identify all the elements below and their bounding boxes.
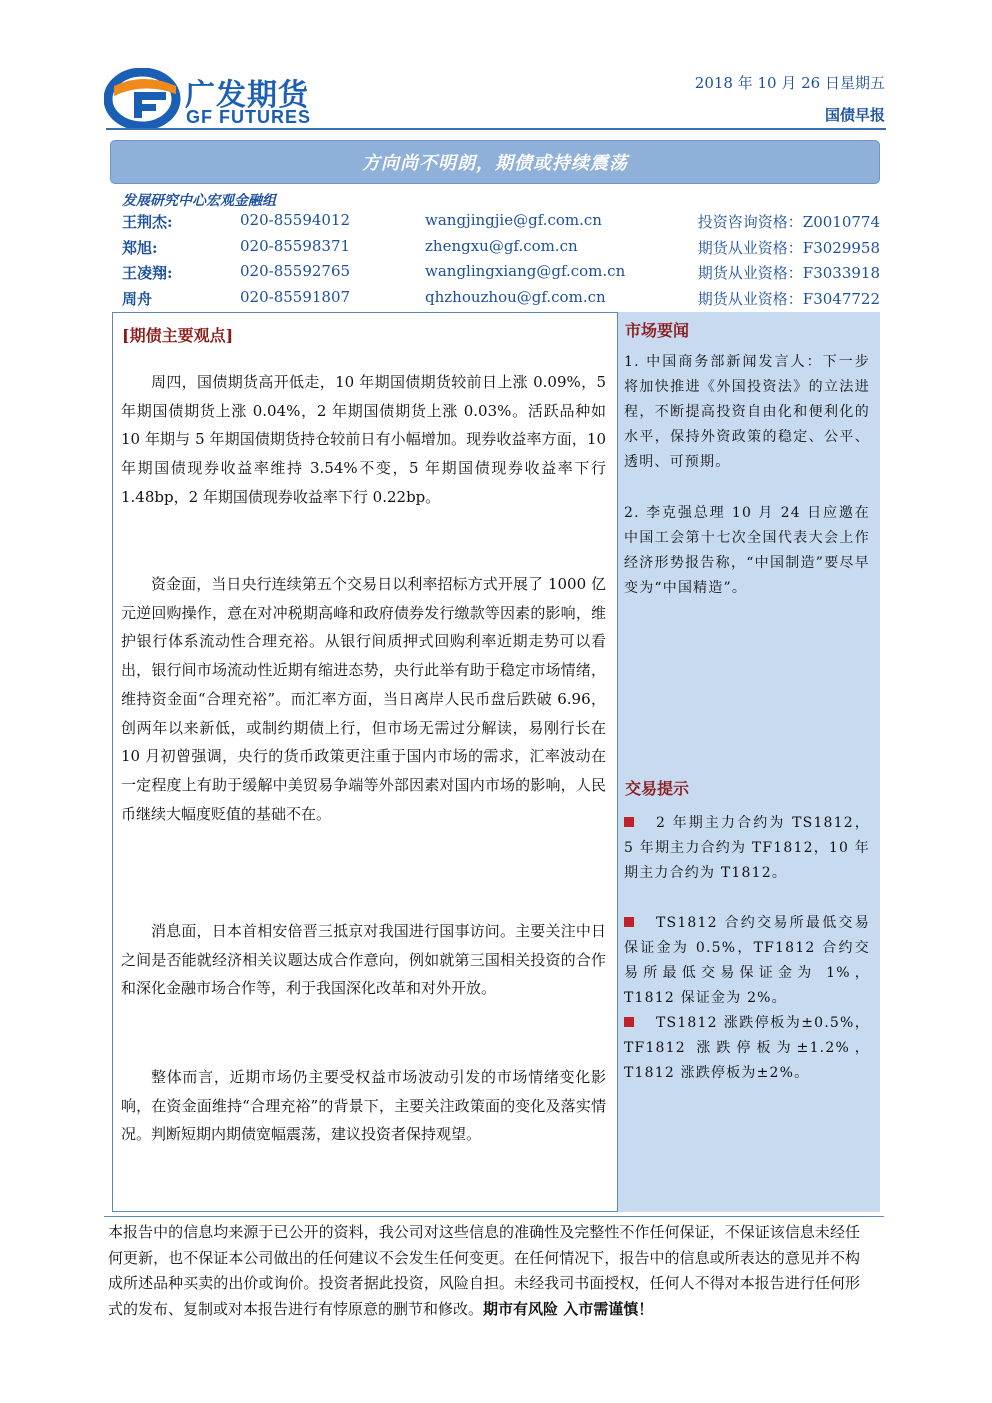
- bullet-square-icon: [624, 917, 634, 927]
- contact-certificate: 期货从业资格：F3033918: [697, 264, 880, 282]
- main-section-heading: [期债主要观点]: [122, 326, 234, 345]
- tip-item: [624, 1011, 870, 1086]
- contact-name: 郑旭:: [122, 239, 158, 257]
- contact-name: 王荆杰:: [122, 213, 173, 231]
- contact-row: [0, 211, 992, 235]
- market-news-heading: 市场要闻: [625, 321, 690, 340]
- report-title: 方向尚不明朗，期债或持续震荡: [110, 140, 880, 184]
- tip-item: [624, 811, 870, 886]
- main-paragraph: 整体而言，近期市场仍主要受权益市场波动引发的市场情绪变化影响，在资金面维持“合理充裕”的背景下，主要关注政策面的变化及落实情况。判断短期内期债宽幅震荡，建议投资者保持观望。: [121, 1068, 606, 1144]
- contact-certificate: 投资咨询资格：Z0010774: [697, 213, 880, 231]
- header-divider: [106, 128, 886, 130]
- contact-phone: 020-85598371: [240, 237, 351, 255]
- contact-row: [0, 262, 992, 286]
- contact-phone: 020-85594012: [240, 211, 351, 229]
- main-paragraph: 周四，国债期货高开低走，10 年期国债期货较前日上涨 0.09%，5 年期国债期货上涨 0.04%，2 年期国债期货上涨 0.03%。活跃品种如 10 年期与 5 年期国债期货持仓较前日有小幅增加。现券收益率方面，10 年期国债现券收益率维持 3.54%不变，5 年期国债现券收益率下行 1.48bp，2 年期国债现券收益率下行 0.22bp。: [121, 373, 606, 506]
- disclaimer-text: 本报告中的信息均来源于已公开的资料，我公司对这些信息的准确性及完整性不作任何保证，不保证该信息未经任何更新，也不保证本公司做出的任何建议不会发生任何变更。在任何情况下，报告中的信息或所表达的意见并不构成所述品种买卖的出价或询价。投资者据此投资，风险自担。未经我司书面授权，任何人不得对本报告进行任何形式的发布、复制或对本报告进行有悖原意的删节和修改。: [108, 1223, 860, 1318]
- contact-phone: 020-85592765: [240, 262, 351, 280]
- bullet-square-icon: [624, 817, 634, 827]
- bullet-square-icon: [624, 1017, 634, 1027]
- contact-certificate: 期货从业资格：F3047722: [697, 290, 880, 308]
- contact-email[interactable]: qhzhouzhou@gf.com.cn: [425, 288, 606, 306]
- news-item: 1. 中国商务部新闻发言人：下一步将加快推进《外国投资法》的立法进程，不断提高投资自由化和便利化的水平，保持外资政策的稳定、公平、透明、可预期。: [624, 354, 870, 470]
- logo-english-text: GF FUTURES: [186, 107, 311, 127]
- contact-row: [0, 288, 992, 312]
- tip-text: TS1812 涨跌停板为±0.5%，TF1812 涨跌停板为±1.2%，T1812 涨跌停板为±2%。: [624, 1015, 870, 1081]
- news-item: 2. 李克强总理 10 月 24 日应邀在中国工会第十七次全国代表大会上作经济形势报告称，“中国制造”要尽早变为“中国精造”。: [624, 505, 870, 596]
- contact-name: 王凌翔:: [122, 264, 173, 282]
- logo-chinese-text: 广发期货: [185, 78, 309, 113]
- tip-text: TS1812 合约交易所最低交易保证金为 0.5%，TF1812 合约交易所最低交易保证金为 1%，T1812 保证金为 2%。: [624, 915, 870, 1006]
- tip-text: 2 年期主力合约为 TS1812，5 年期主力合约为 TF1812，10 年期主力合约为 T1812。: [624, 815, 870, 881]
- disclaimer: [108, 1220, 860, 1322]
- report-date: 2018 年 10 月 26 日星期五: [694, 74, 885, 92]
- contact-certificate: 期货从业资格：F3029958: [697, 239, 880, 257]
- contact-email[interactable]: wangjingjie@gf.com.cn: [425, 211, 602, 229]
- report-type: 国债早报: [824, 106, 885, 124]
- research-group-label: 发展研究中心宏观金融组: [122, 193, 276, 209]
- contact-name: 周舟: [122, 290, 153, 308]
- main-paragraph: 消息面，日本首相安倍晋三抵京对我国进行国事访问。主要关注中日之间是否能就经济相关议题达成合作意向，例如就第三国相关投资的合作和深化金融市场合作等，利于我国深化改革和对外开放。: [121, 922, 606, 998]
- risk-warning: 期市有风险 入市需谨慎！: [483, 1299, 654, 1318]
- main-paragraph: 资金面，当日央行连续第五个交易日以利率招标方式开展了 1000 亿元逆回购操作，意在对冲税期高峰和政府债券发行缴款等因素的影响，维护银行体系流动性合理充裕。从银行间质押式回购利率近期走势可以看出，银行间市场流动性近期有缩进态势，央行此举有助于稳定市场情绪，维持资金面“合理充裕”。而汇率方面，当日离岸人民币盘后跌破 6.96，创两年以来新低，或制约期债上行，但市场无需过分解读，易刚行长在 10 月初曾强调，央行的货币政策更注重于国内市场的需求，汇率波动在一定程度上有助于缓解中美贸易争端等外部因素对国内市场的影响，人民币继续大幅度贬值的基础不在。: [121, 575, 606, 823]
- contact-email[interactable]: zhengxu@gf.com.cn: [425, 237, 578, 255]
- trading-tips-heading: 交易提示: [625, 779, 690, 798]
- contact-email[interactable]: wanglingxiang@gf.com.cn: [425, 262, 626, 280]
- contact-phone: 020-85591807: [240, 288, 351, 306]
- tip-item: [624, 911, 870, 1011]
- contact-row: [0, 237, 992, 261]
- disclaimer-divider: [104, 1216, 884, 1217]
